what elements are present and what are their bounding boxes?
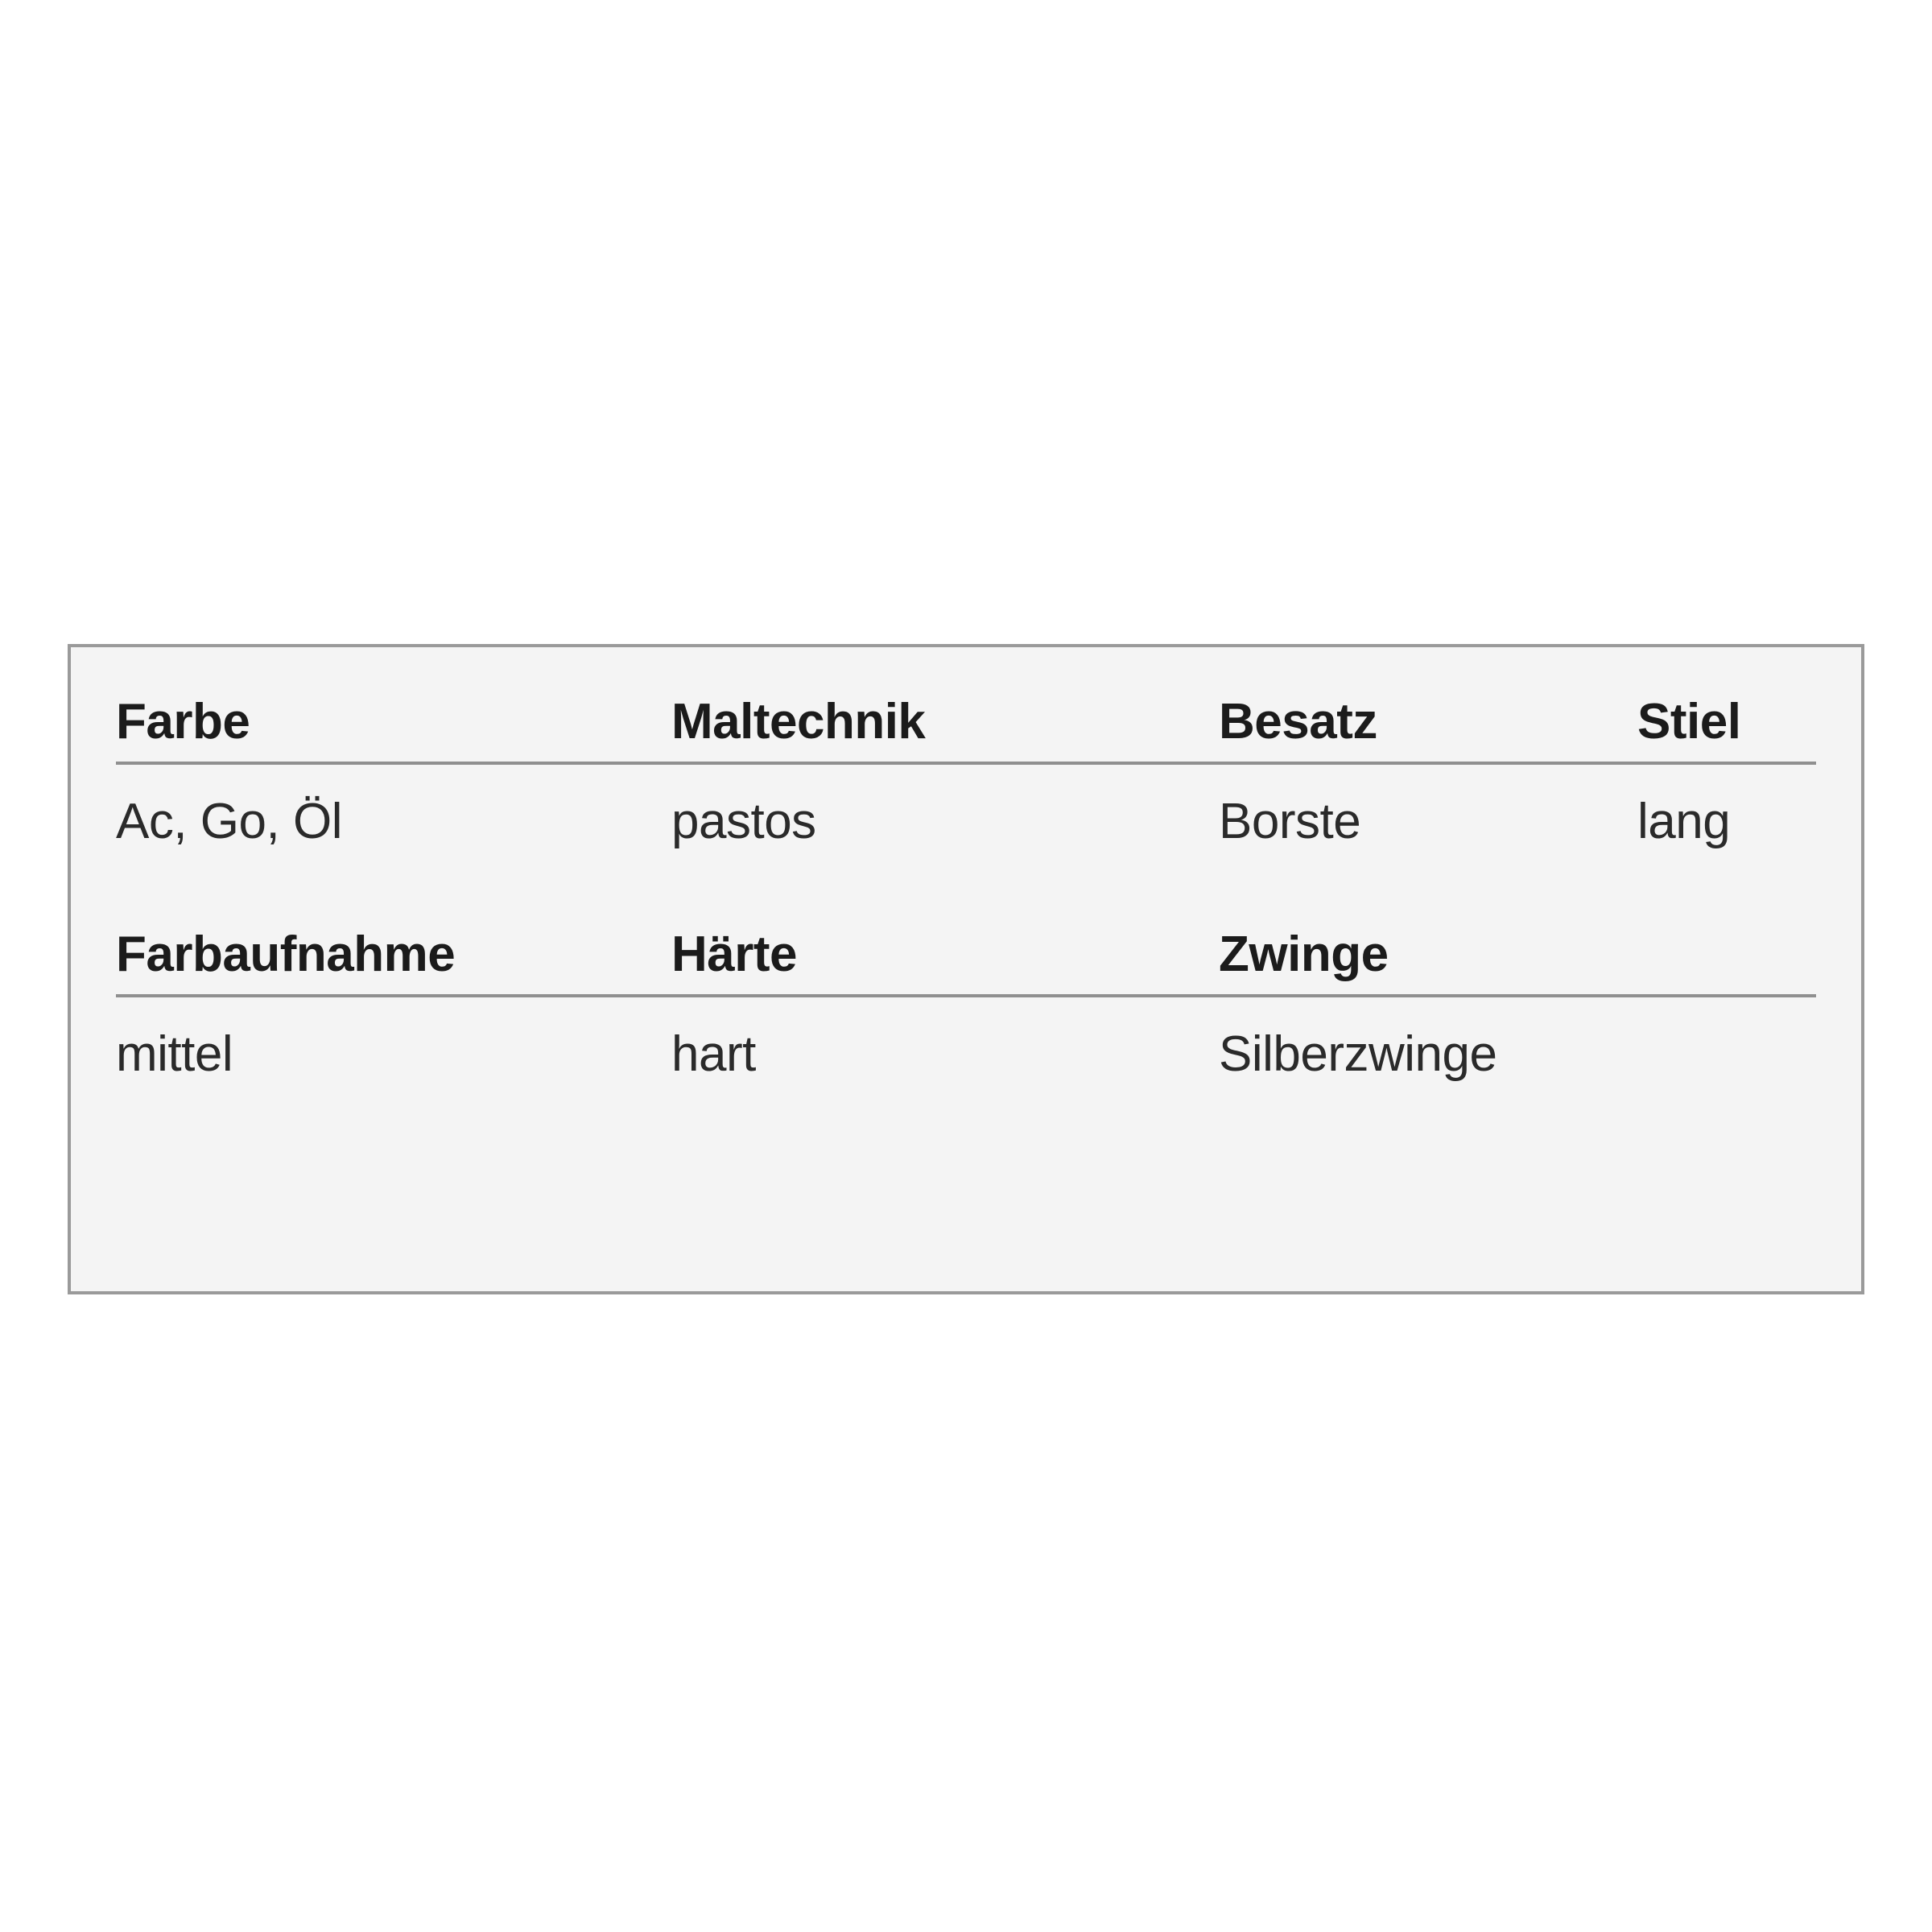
brush-spec-table-2	[116, 927, 1816, 1083]
value-stiel: lang	[1637, 793, 1731, 849]
value-haerte: hart	[671, 1026, 756, 1083]
column-header-haerte: Härte	[671, 928, 1219, 996]
value-besatz: Borste	[1219, 793, 1361, 849]
column-header-maltechnik: Maltechnik	[671, 696, 1219, 763]
value-farbaufnahme: mittel	[116, 1026, 233, 1083]
brush-spec-table-1	[116, 696, 1816, 848]
table-header-row	[116, 696, 1816, 763]
column-header-farbe: Farbe	[116, 696, 671, 763]
column-header-stiel: Stiel	[1637, 696, 1816, 763]
column-header-farbaufnahme: Farbaufnahme	[116, 928, 671, 996]
value-zwinge: Silberzwinge	[1219, 1026, 1497, 1083]
specification-panel	[68, 644, 1864, 1294]
value-farbe: Ac, Go, Öl	[116, 793, 342, 849]
table-row	[116, 996, 1816, 1081]
column-header-zwinge: Zwinge	[1219, 928, 1816, 996]
value-maltechnik: pastos	[671, 793, 816, 849]
specification-panel-inner	[116, 696, 1816, 1259]
table-header-row	[116, 928, 1816, 996]
table-row	[116, 763, 1816, 848]
column-header-besatz: Besatz	[1219, 696, 1637, 763]
